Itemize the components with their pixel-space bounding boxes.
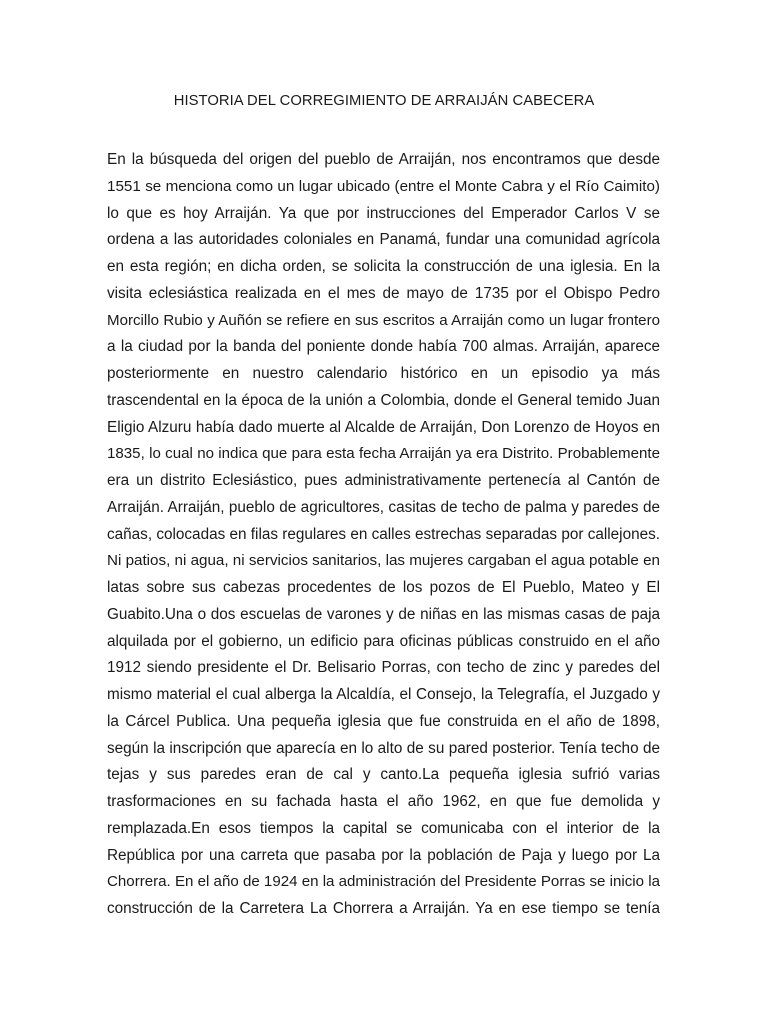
body-text-line: lo que es hoy Arraiján. Ya que por instrucciones del Emperador Carlos V se	[107, 204, 660, 222]
body-text-line: Guabito.Una o dos escuelas de varones y de niñas en las mismas casas de paja	[107, 605, 660, 623]
body-text-line: era un distrito Eclesiástico, pues administrativamente pertenecía al Cantón de	[107, 472, 660, 489]
body-text-line: en esta región; en dicha orden, se solicita la construcción de una iglesia. En la	[107, 258, 660, 275]
body-text-line: 1835, lo cual no indica que para esta fecha Arraiján ya era Distrito. Probablemente	[107, 445, 660, 463]
body-text-line: República por una carreta que pasaba por la población de Paja y luego por La	[107, 846, 660, 864]
body-text-line: Arraiján. Arraiján, pueblo de agricultores, casitas de techo de palma y paredes de	[107, 498, 660, 516]
body-text-line: Eligio Alzuru había dado muerte al Alcalde de Arraiján, Don Lorenzo de Hoyos en	[107, 418, 660, 436]
body-text-line: trascendental en la época de la unión a Colombia, donde el General temido Juan	[107, 391, 660, 409]
body-text-line: visita eclesiástica realizada en el mes de mayo de 1735 por el Obispo Pedro	[107, 284, 660, 302]
body-text-line: ordena a las autoridades coloniales en Panamá, fundar una comunidad agrícola	[107, 231, 660, 249]
body-text-line: la Cárcel Publica. Una pequeña iglesia que fue construida en el año de 1898,	[107, 712, 660, 730]
document-body	[107, 147, 660, 923]
body-text-line: posteriormente en nuestro calendario histórico en un episodio ya más	[107, 365, 660, 382]
body-text-line: Ni patios, ni agua, ni servicios sanitarios, las mujeres cargaban el agua potable en	[107, 552, 660, 570]
body-text-line: alquilada por el gobierno, un edificio para oficinas públicas construido en el año	[107, 632, 660, 650]
body-text-line: trasformaciones en su fachada hasta el año 1962, en que fue demolida y	[107, 793, 660, 810]
body-text-line: remplazada.En esos tiempos la capital se comunicaba con el interior de la	[107, 819, 660, 837]
body-text-line: Chorrera. En el año de 1924 en la administración del Presidente Porras se inicio la	[107, 873, 660, 891]
body-text-line: 1912 siendo presidente el Dr. Belisario Porras, con techo de zinc y paredes del	[107, 659, 660, 677]
body-text-line: mismo material el cual alberga la Alcaldía, el Consejo, la Telegrafía, el Juzgado y	[107, 686, 660, 703]
document-title: HISTORIA DEL CORREGIMIENTO DE ARRAIJÁN CABECERA	[173, 93, 595, 109]
body-text-line: 1551 se menciona como un lugar ubicado (entre el Monte Cabra y el Río Caimito)	[107, 177, 660, 195]
body-text-line: cañas, colocadas en filas regulares en calles estrechas separadas por callejones.	[107, 525, 660, 543]
body-text-line: según la inscripción que aparecía en lo alto de su pared posterior. Tenía techo de	[107, 739, 660, 757]
body-text-line: construcción de la Carretera La Chorrera a Arraiján. Ya en ese tiempo se tenía	[107, 900, 660, 917]
body-text-line: En la búsqueda del origen del pueblo de Arraiján, nos encontramos que desde	[107, 151, 660, 168]
body-text-line: tejas y sus paredes eran de cal y canto.La pequeña iglesia sufrió varias	[107, 766, 660, 784]
body-text-line: a la ciudad por la banda del poniente donde había 700 almas. Arraiján, aparece	[107, 338, 660, 356]
body-text-line: Morcillo Rubio y Auñón se refiere en sus escritos a Arraiján como un lugar frontero	[107, 311, 660, 329]
body-text-line: latas sobre sus cabezas procedentes de los pozos de El Pueblo, Mateo y El	[107, 579, 660, 596]
